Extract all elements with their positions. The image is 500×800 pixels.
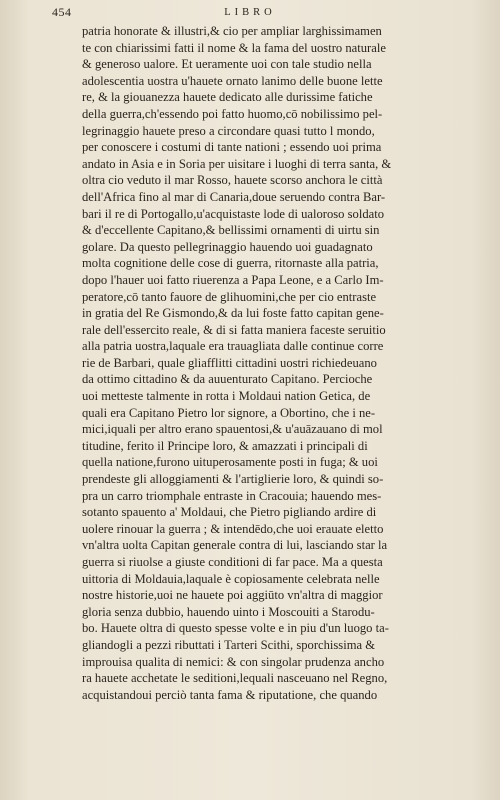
text-line: uoi metteste talmente in rotta i Moldaui nation Getica, de: [82, 389, 371, 404]
text-line: gliandogli a pezzi ributtati i Tarteri Scithi, sporchissima &: [82, 637, 376, 652]
text-line: peratore,cō tanto fauore de glihuomini,che per cio entraste: [82, 289, 377, 304]
text-line: nostre historie,uoi ne hauete poi aggiūto vn'altra di maggior: [82, 588, 383, 603]
text-line: te con chiarissimi fatti il nome & la fama del uostro naturale: [82, 40, 386, 55]
text-line: uolere rinouar la guerra ; & intendēdo,che uoi erauate eletto: [82, 521, 384, 536]
text-line: & generoso ualore. Et ueramente uoi con tale studio nella: [82, 57, 372, 72]
text-line: bari il re di Portogallo,u'acquistaste lode di ualoroso soldato: [82, 206, 385, 221]
text-line: uittoria di Moldauia,laquale è copiosamente celebrata nelle: [82, 571, 380, 586]
text-line: acquistandoui perciò tanta fama & riputatione, che quando: [82, 687, 378, 702]
text-line: della guerra,ch'essendo poi fatto huomo,cō nobilissimo pel-: [82, 106, 383, 121]
text-line: vn'altra uolta Capitan generale contra di lui, lasciando star la: [82, 538, 388, 553]
text-line: improuisa qualita di nemici: & con singolar prudenza ancho: [82, 654, 385, 669]
text-line: ra hauete acchetate le seditioni,lequali nasceuano nel Regno,: [82, 671, 388, 686]
text-line: oltra cio veduto il mar Rosso, hauete scorso anchora le città: [82, 173, 383, 188]
text-line: andato in Asia e in Soria per uisitare i luoghi di terra santa, &: [82, 156, 392, 171]
text-line: molta cognitione delle cose di guerra, ritornaste alla patria,: [82, 256, 379, 271]
text-line: sotanto spauento a' Moldaui, che Pietro pigliando ardire di: [82, 505, 377, 520]
text-line: titudine, ferito il Principe loro, & amazzati i principali di: [82, 438, 368, 453]
text-line: adolescentia uostra u'hauete ornato lanimo delle buone lette: [82, 73, 383, 88]
running-head: LIBRO: [224, 7, 276, 18]
page-number: 454: [52, 5, 72, 19]
text-line: gloria senza dubbio, hauendo uinto i Moscouiti a Starodu-: [82, 604, 375, 619]
text-line: bo. Hauete oltra di questo spesse volte e in piu d'un luogo ta-: [82, 621, 389, 636]
text-line: in gratia del Re Gismondo,& da lui foste fatto capitan gene-: [82, 306, 384, 321]
text-line: rale dell'essercito reale, & di si fatta maniera faceste seruitio: [82, 322, 386, 337]
text-line: & d'eccellente Capitano,& bellissimi ornamenti di uirtu sin: [82, 223, 380, 238]
text-line: da ottimo cittadino & da auuenturato Capitano. Percioche: [82, 372, 373, 387]
text-line: mici,iquali per altro erano spauentosi,& u'auāzauano di mol: [82, 422, 383, 437]
text-line: prendeste gli alloggiamenti & l'artiglierie loro, & quindi so-: [82, 472, 384, 487]
text-line: rie de Barbari, quale gliafflitti cittadini uostri richiedeuano: [82, 355, 377, 370]
text-line: re, & la giouanezza hauete dedicato alle durissime fatiche: [82, 90, 373, 105]
text-line: pra un carro triomphale entraste in Cracouia; hauendo mes-: [82, 488, 382, 503]
text-line: quali era Capitano Pietro lor signore, a Obortino, che i ne-: [82, 405, 376, 420]
text-line: dopo l'hauer uoi fatto riuerenza a Papa Leone, e a Carlo Im-: [82, 272, 384, 287]
text-line: guerra si riuolse a giuste conditioni di far pace. Ma a questa: [82, 555, 383, 569]
text-line: alla patria uostra,laquale era trauagliata dalle continue corre: [82, 339, 384, 354]
text-line: per conoscere i costumi di tante nationi ; essendo uoi prima: [82, 140, 382, 155]
text-line: patria honorate & illustri,& cio per ampliar larghissimamen: [82, 24, 382, 38]
text-line: dell'Africa fino al mar di Canaria,doue seruendo contra Bar-: [82, 189, 386, 204]
body-text: [82, 23, 462, 703]
text-line: quella natione,furono uituperosamente posti in fuga; & uoi: [82, 455, 378, 470]
text-line: legrinaggio hauete preso a circondare quasi tutto l mondo,: [82, 123, 375, 138]
text-line: golare. Da questo pellegrinaggio hauendo uoi guadagnato: [82, 239, 373, 254]
